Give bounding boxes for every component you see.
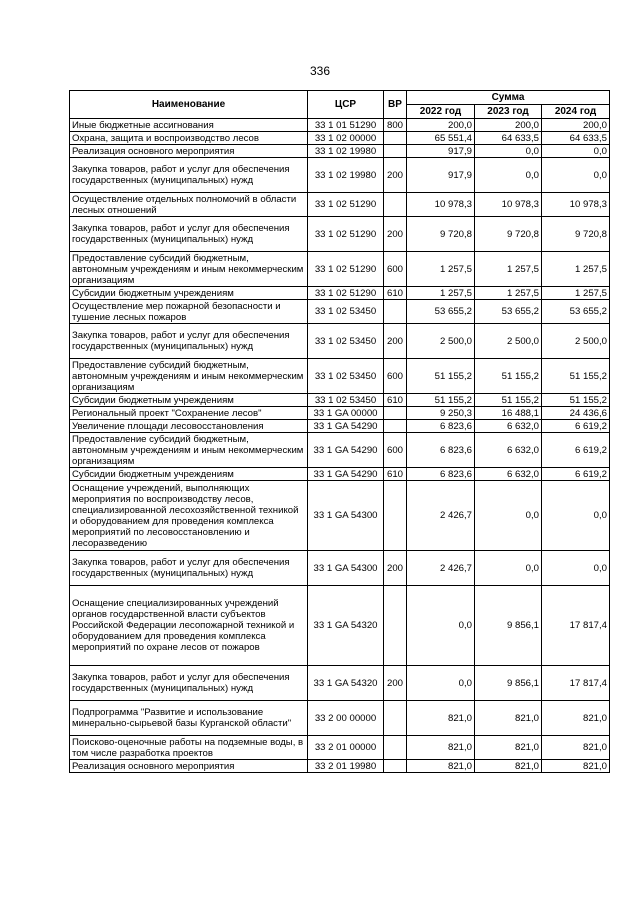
row-csr: 33 1 GA 54290 [308, 433, 384, 468]
row-name: Субсидии бюджетным учреждениям [70, 287, 308, 300]
row-value-2022: 1 257,5 [407, 252, 475, 287]
row-name: Подпрограмма "Развитие и использование минерально-сырьевой базы Курганской области" [70, 701, 308, 736]
row-vr: 610 [384, 287, 407, 300]
row-vr [384, 701, 407, 736]
table-row [70, 481, 610, 551]
header-csr: ЦСР [308, 91, 384, 119]
row-value-2022: 6 823,6 [407, 433, 475, 468]
row-value-2023: 6 632,0 [475, 433, 542, 468]
row-value-2023: 0,0 [475, 158, 542, 193]
table-row [70, 145, 610, 158]
row-name: Закупка товаров, работ и услуг для обеспечения государственных (муниципальных) нужд [70, 324, 308, 359]
header-sum: Сумма [407, 91, 610, 105]
row-value-2024: 0,0 [542, 481, 610, 551]
row-vr: 200 [384, 217, 407, 252]
row-value-2022: 917,9 [407, 145, 475, 158]
table-row [70, 433, 610, 468]
table-row [70, 132, 610, 145]
row-name: Закупка товаров, работ и услуг для обеспечения государственных (муниципальных) нужд [70, 217, 308, 252]
row-value-2022: 1 257,5 [407, 287, 475, 300]
row-value-2022: 53 655,2 [407, 300, 475, 324]
table-row [70, 760, 610, 773]
header-2024: 2024 год [542, 105, 610, 119]
row-value-2024: 1 257,5 [542, 287, 610, 300]
row-vr [384, 407, 407, 420]
row-value-2023: 10 978,3 [475, 193, 542, 217]
row-value-2024: 6 619,2 [542, 420, 610, 433]
row-csr: 33 1 01 51290 [308, 119, 384, 132]
table-row [70, 287, 610, 300]
row-csr: 33 1 GA 54320 [308, 666, 384, 701]
row-vr [384, 300, 407, 324]
table-row [70, 394, 610, 407]
table-row [70, 193, 610, 217]
row-name: Субсидии бюджетным учреждениям [70, 394, 308, 407]
row-csr: 33 2 00 00000 [308, 701, 384, 736]
row-value-2024: 1 257,5 [542, 252, 610, 287]
row-vr: 600 [384, 252, 407, 287]
row-value-2023: 1 257,5 [475, 252, 542, 287]
row-value-2022: 821,0 [407, 701, 475, 736]
row-vr: 610 [384, 394, 407, 407]
row-vr [384, 736, 407, 760]
table-header [70, 91, 610, 119]
row-csr: 33 1 02 53450 [308, 394, 384, 407]
row-csr: 33 1 02 51290 [308, 252, 384, 287]
row-name: Закупка товаров, работ и услуг для обеспечения государственных (муниципальных) нужд [70, 666, 308, 701]
row-value-2023: 1 257,5 [475, 287, 542, 300]
header-name: Наименование [70, 91, 308, 119]
row-value-2022: 2 426,7 [407, 481, 475, 551]
header-vr: ВР [384, 91, 407, 119]
row-value-2022: 917,9 [407, 158, 475, 193]
row-name: Реализация основного мероприятия [70, 760, 308, 773]
table-row [70, 359, 610, 394]
row-value-2022: 6 823,6 [407, 468, 475, 481]
row-vr: 800 [384, 119, 407, 132]
row-vr [384, 586, 407, 666]
row-value-2024: 821,0 [542, 701, 610, 736]
row-value-2024: 10 978,3 [542, 193, 610, 217]
row-vr [384, 145, 407, 158]
row-value-2023: 6 632,0 [475, 420, 542, 433]
row-value-2024: 0,0 [542, 551, 610, 586]
row-value-2022: 2 426,7 [407, 551, 475, 586]
row-csr: 33 1 02 51290 [308, 287, 384, 300]
row-name: Реализация основного мероприятия [70, 145, 308, 158]
row-value-2024: 17 817,4 [542, 586, 610, 666]
table-row [70, 468, 610, 481]
table-row [70, 407, 610, 420]
row-csr: 33 1 02 19980 [308, 158, 384, 193]
row-value-2022: 9 250,3 [407, 407, 475, 420]
row-name: Предоставление субсидий бюджетным, автономным учреждениям и иным некоммерческим организациям [70, 359, 308, 394]
row-value-2023: 2 500,0 [475, 324, 542, 359]
row-vr: 200 [384, 551, 407, 586]
row-csr: 33 1 02 00000 [308, 132, 384, 145]
row-name: Закупка товаров, работ и услуг для обеспечения государственных (муниципальных) нужд [70, 551, 308, 586]
table-row [70, 300, 610, 324]
row-name: Оснащение специализированных учреждений органов государственной власти субъектов Российской Федерации лесопожарной техникой и оборудованием для проведения комплекса мероприятий по охране лесов от пожаров [70, 586, 308, 666]
row-value-2024: 64 633,5 [542, 132, 610, 145]
header-2023: 2023 год [475, 105, 542, 119]
table-row [70, 324, 610, 359]
table-row [70, 666, 610, 701]
row-csr: 33 1 02 19980 [308, 145, 384, 158]
row-csr: 33 1 02 53450 [308, 324, 384, 359]
page-number: 336 [309, 64, 331, 78]
row-value-2023: 64 633,5 [475, 132, 542, 145]
row-value-2024: 0,0 [542, 145, 610, 158]
row-value-2024: 821,0 [542, 736, 610, 760]
row-name: Иные бюджетные ассигнования [70, 119, 308, 132]
row-value-2024: 0,0 [542, 158, 610, 193]
row-vr [384, 193, 407, 217]
table-body [70, 119, 610, 773]
row-csr: 33 2 01 00000 [308, 736, 384, 760]
row-vr: 200 [384, 324, 407, 359]
row-value-2023: 821,0 [475, 736, 542, 760]
row-vr: 600 [384, 359, 407, 394]
row-value-2023: 6 632,0 [475, 468, 542, 481]
row-csr: 33 1 02 51290 [308, 193, 384, 217]
row-vr [384, 481, 407, 551]
row-value-2023: 51 155,2 [475, 359, 542, 394]
header-2022: 2022 год [407, 105, 475, 119]
row-name: Субсидии бюджетным учреждениям [70, 468, 308, 481]
row-vr: 600 [384, 433, 407, 468]
table-row [70, 420, 610, 433]
row-value-2022: 9 720,8 [407, 217, 475, 252]
table-row [70, 551, 610, 586]
row-value-2022: 200,0 [407, 119, 475, 132]
row-csr: 33 1 GA 54300 [308, 551, 384, 586]
row-value-2024: 51 155,2 [542, 359, 610, 394]
row-vr: 200 [384, 158, 407, 193]
budget-table [69, 90, 610, 773]
row-value-2023: 200,0 [475, 119, 542, 132]
row-value-2022: 6 823,6 [407, 420, 475, 433]
table-row [70, 158, 610, 193]
header-row [70, 91, 610, 105]
table-row [70, 736, 610, 760]
row-csr: 33 1 02 53450 [308, 300, 384, 324]
table-row [70, 701, 610, 736]
row-name: Региональный проект "Сохранение лесов" [70, 407, 308, 420]
row-value-2022: 0,0 [407, 666, 475, 701]
row-value-2024: 6 619,2 [542, 468, 610, 481]
row-csr: 33 1 02 51290 [308, 217, 384, 252]
row-csr: 33 1 GA 00000 [308, 407, 384, 420]
row-value-2024: 9 720,8 [542, 217, 610, 252]
row-value-2022: 821,0 [407, 736, 475, 760]
row-value-2023: 821,0 [475, 760, 542, 773]
row-value-2022: 65 551,4 [407, 132, 475, 145]
row-name: Закупка товаров, работ и услуг для обеспечения государственных (муниципальных) нужд [70, 158, 308, 193]
row-value-2023: 9 856,1 [475, 586, 542, 666]
row-value-2024: 17 817,4 [542, 666, 610, 701]
row-value-2024: 6 619,2 [542, 433, 610, 468]
row-value-2024: 53 655,2 [542, 300, 610, 324]
table-row [70, 252, 610, 287]
row-name: Осуществление отдельных полномочий в области лесных отношений [70, 193, 308, 217]
row-value-2024: 821,0 [542, 760, 610, 773]
row-value-2023: 0,0 [475, 145, 542, 158]
row-value-2022: 821,0 [407, 760, 475, 773]
row-name: Охрана, защита и воспроизводство лесов [70, 132, 308, 145]
row-value-2023: 9 720,8 [475, 217, 542, 252]
row-value-2023: 0,0 [475, 551, 542, 586]
row-value-2022: 51 155,2 [407, 394, 475, 407]
row-vr: 200 [384, 666, 407, 701]
table-row [70, 217, 610, 252]
row-name: Увеличение площади лесовосстановления [70, 420, 308, 433]
row-value-2023: 9 856,1 [475, 666, 542, 701]
row-name: Предоставление субсидий бюджетным, автономным учреждениям и иным некоммерческим организациям [70, 433, 308, 468]
row-csr: 33 2 01 19980 [308, 760, 384, 773]
row-csr: 33 1 GA 54290 [308, 468, 384, 481]
row-value-2023: 821,0 [475, 701, 542, 736]
row-csr: 33 1 02 53450 [308, 359, 384, 394]
row-value-2023: 53 655,2 [475, 300, 542, 324]
row-value-2023: 51 155,2 [475, 394, 542, 407]
row-value-2024: 24 436,6 [542, 407, 610, 420]
row-csr: 33 1 GA 54320 [308, 586, 384, 666]
row-csr: 33 1 GA 54300 [308, 481, 384, 551]
row-value-2024: 2 500,0 [542, 324, 610, 359]
row-vr [384, 132, 407, 145]
row-value-2022: 51 155,2 [407, 359, 475, 394]
row-vr [384, 760, 407, 773]
row-name: Предоставление субсидий бюджетным, автономным учреждениям и иным некоммерческим организациям [70, 252, 308, 287]
row-value-2024: 51 155,2 [542, 394, 610, 407]
row-value-2024: 200,0 [542, 119, 610, 132]
row-vr [384, 420, 407, 433]
row-name: Осуществление мер пожарной безопасности и тушение лесных пожаров [70, 300, 308, 324]
row-value-2022: 0,0 [407, 586, 475, 666]
table-row [70, 586, 610, 666]
row-value-2023: 0,0 [475, 481, 542, 551]
row-name: Поисково-оценочные работы на подземные воды, в том числе разработка проектов [70, 736, 308, 760]
row-value-2022: 2 500,0 [407, 324, 475, 359]
row-csr: 33 1 GA 54290 [308, 420, 384, 433]
row-value-2022: 10 978,3 [407, 193, 475, 217]
row-vr: 610 [384, 468, 407, 481]
table-row [70, 119, 610, 132]
row-name: Оснащение учреждений, выполняющих мероприятия по воспроизводству лесов, специализированной лесохозяйственной техникой и оборудованием для проведения комплекса мероприятий по лесовосстановлению и лесоразведению [70, 481, 308, 551]
row-value-2023: 16 488,1 [475, 407, 542, 420]
